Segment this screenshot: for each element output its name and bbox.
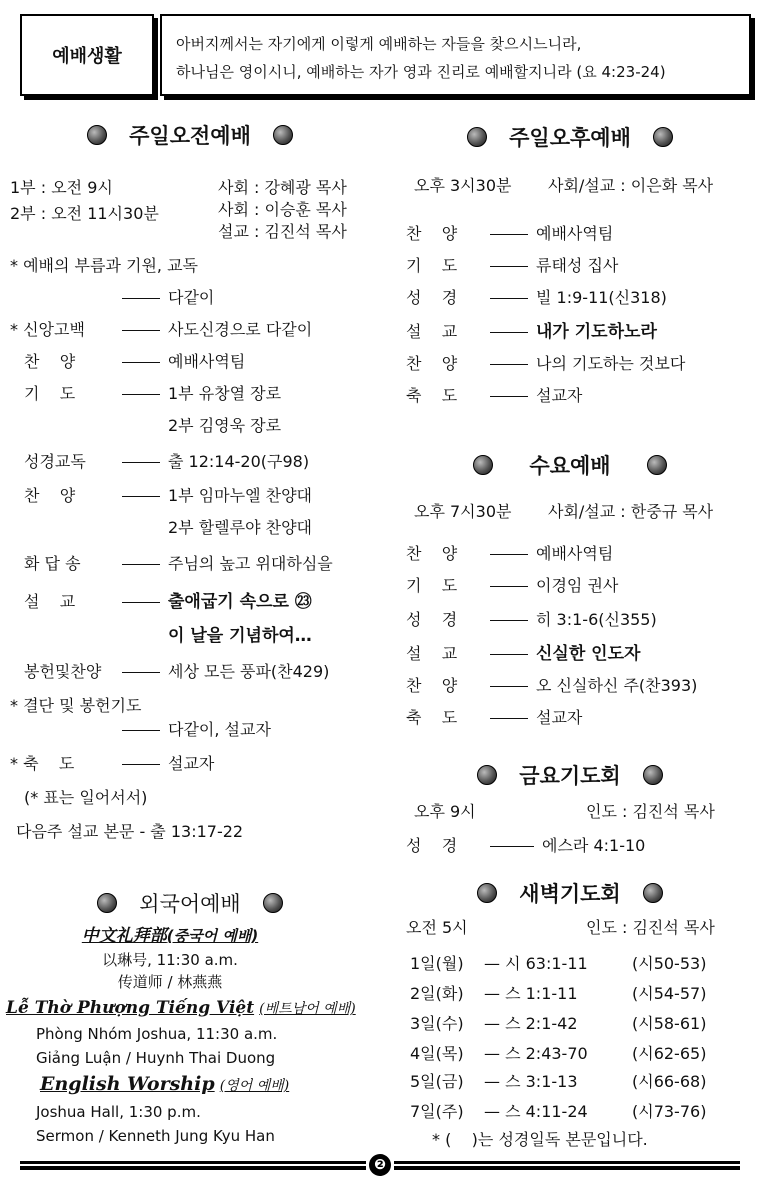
- dash-line: [122, 462, 160, 463]
- bullet-circle-icon: [477, 883, 497, 903]
- order-item: * 신앙고백 사도신경으로 다같이: [10, 320, 313, 339]
- sunday-am-title: [0, 120, 380, 150]
- section-label: 예배생활: [20, 14, 154, 96]
- dash-line: [490, 364, 528, 365]
- english-line-2: Sermon / Kenneth Jung Kyu Han: [36, 1127, 275, 1145]
- reading-row: 1일(월) — 시 63:1-11 (시50-53): [410, 954, 707, 973]
- order-item: 찬 양 1부 임마누엘 찬양대: [24, 486, 312, 505]
- preacher: 설교 : 김진석 목사: [218, 222, 347, 241]
- bullet-circle-icon: [643, 883, 663, 903]
- wed-time: 오후 7시30분: [414, 502, 512, 521]
- foreign-title: [0, 888, 380, 918]
- wednesday-title: [380, 450, 760, 480]
- bullet-circle-icon: [643, 765, 663, 785]
- header-verse: [160, 14, 751, 96]
- order-item: 기 도 이경임 권사: [406, 576, 619, 595]
- dash-line: [490, 396, 528, 397]
- order-item: * 축 도 설교자: [10, 754, 215, 773]
- bullet-circle-icon: [647, 455, 667, 475]
- dash-line: [490, 846, 534, 847]
- dash-line: [490, 620, 528, 621]
- service-time-1: 1부 : 오전 9시: [10, 178, 113, 197]
- sermon-title: 이 날을 기념하여…: [168, 626, 312, 646]
- order-item: 찬 양 나의 기도하는 것보다: [406, 354, 686, 373]
- dash-line: [122, 730, 160, 731]
- order-item: 2부 김영욱 장로: [168, 416, 282, 435]
- order-item: 찬 양 예배사역팀: [406, 224, 614, 243]
- vietnamese-heading: Lễ Thờ Phượng Tiếng Việt (베트남어 예배): [6, 998, 356, 1018]
- order-item: 다같이, 설교자: [114, 718, 271, 742]
- dash-line: [490, 686, 528, 687]
- reading-row: 5일(금) — 스 3:1-13 (시66-68): [410, 1072, 707, 1091]
- friday-title: [380, 760, 760, 790]
- reading-note: * ( )는 성경일독 본문입니다.: [432, 1130, 648, 1149]
- order-item: 설 교 내가 기도하노라: [406, 322, 657, 342]
- bullet-circle-icon: [473, 455, 493, 475]
- footer-rule-right: [394, 1161, 740, 1170]
- chinese-line-1: 以琳号, 11:30 a.m.: [102, 951, 238, 969]
- vietnamese-line-2: Giảng Luận / Huynh Thai Duong: [36, 1049, 276, 1067]
- dawn-leader: 인도 : 김진석 목사: [586, 918, 715, 937]
- leader-1: 사회 : 강혜광 목사: [218, 178, 347, 197]
- reading-row: 7일(주) — 스 4:11-24 (시73-76): [410, 1102, 707, 1121]
- bullet-circle-icon: [97, 893, 117, 913]
- chinese-line-2: 传道师 / 林燕燕: [117, 973, 223, 991]
- order-item: 2부 할렐루야 찬양대: [168, 518, 312, 537]
- fri-time: 오후 9시: [414, 802, 476, 821]
- order-item: 축 도 설교자: [406, 386, 583, 405]
- dash-line: [490, 586, 528, 587]
- dash-line: [490, 266, 528, 267]
- pm-leader: 사회/설교 : 이은화 목사: [548, 176, 714, 195]
- dash-line: [122, 330, 160, 331]
- order-item: 성 경 빌 1:9-11(신318): [406, 288, 667, 307]
- bullet-circle-icon: [263, 893, 283, 913]
- order-item: 화 답 송 주님의 높고 위대하심을: [24, 554, 333, 573]
- order-item: 다같이: [114, 286, 214, 310]
- order-item: 봉헌및찬양 세상 모든 풍파(찬429): [24, 662, 330, 681]
- dash-line: [122, 298, 160, 299]
- chinese-heading: 中文礼拜部(중국어 예배): [81, 926, 259, 946]
- section-heading: 외국어예배: [139, 892, 241, 916]
- dawn-title: [380, 878, 760, 908]
- dash-line: [122, 496, 160, 497]
- bullet-circle-icon: [467, 127, 487, 147]
- wed-leader: 사회/설교 : 한중규 목사: [548, 502, 714, 521]
- sunday-pm-title: [380, 122, 760, 152]
- order-item: 성 경 에스라 4:1-10: [406, 836, 646, 855]
- section-heading: 주일오후예배: [509, 126, 631, 150]
- dash-line: [122, 672, 160, 673]
- dash-line: [490, 718, 528, 719]
- dash-line: [122, 394, 160, 395]
- order-item: 설 교 신실한 인도자: [406, 644, 641, 664]
- section-heading: 주일오전예배: [129, 124, 251, 148]
- reading-row: 3일(수) — 스 2:1-42 (시58-61): [410, 1014, 707, 1033]
- dash-line: [490, 554, 528, 555]
- section-heading: 수요예배: [529, 454, 611, 478]
- bullet-circle-icon: [477, 765, 497, 785]
- english-line-1: Joshua Hall, 1:30 p.m.: [36, 1103, 201, 1121]
- pm-time: 오후 3시30분: [414, 176, 512, 195]
- dash-line: [490, 332, 528, 333]
- section-heading: 금요기도회: [519, 764, 621, 788]
- bullet-circle-icon: [273, 125, 293, 145]
- verse-line-1: 아버지께서는 자기에게 이렇게 예배하는 자들을 찾으시느니라,: [176, 35, 582, 53]
- english-heading: English Worship (영어 예배): [40, 1073, 290, 1095]
- dash-line: [490, 234, 528, 235]
- section-heading: 새벽기도회: [519, 882, 621, 906]
- order-item: * 예배의 부름과 기원, 교독: [10, 256, 198, 275]
- bullet-circle-icon: [87, 125, 107, 145]
- dash-line: [122, 602, 160, 603]
- order-item: 설 교 출애굽기 속으로 ㉓: [24, 592, 312, 612]
- order-item: 찬 양 오 신실하신 주(찬393): [406, 676, 698, 695]
- reading-row: 4일(목) — 스 2:43-70 (시62-65): [410, 1044, 707, 1063]
- dash-line: [122, 764, 160, 765]
- vietnamese-line-1: Phòng Nhóm Joshua, 11:30 a.m.: [36, 1025, 278, 1043]
- dash-line: [490, 654, 528, 655]
- service-time-2: 2부 : 오전 11시30분: [10, 204, 159, 223]
- order-item: 기 도 류태성 집사: [406, 256, 619, 275]
- order-item: 축 도 설교자: [406, 708, 583, 727]
- page-number: ❷: [369, 1154, 391, 1176]
- reading-row: 2일(화) — 스 1:1-11 (시54-57): [410, 984, 707, 1003]
- dawn-time: 오전 5시: [406, 918, 468, 937]
- order-item: 성 경 히 3:1-6(신355): [406, 610, 657, 629]
- verse-line-2: 하나님은 영이시니, 예배하는 자가 영과 진리로 예배할지니라 (요 4:23-24): [176, 63, 666, 81]
- footer-rule-left: [20, 1161, 366, 1170]
- dash-line: [490, 298, 528, 299]
- dash-line: [122, 564, 160, 565]
- leader-2: 사회 : 이승훈 목사: [218, 200, 347, 219]
- fri-leader: 인도 : 김진석 목사: [586, 802, 715, 821]
- bullet-circle-icon: [653, 127, 673, 147]
- order-item: 찬 양 예배사역팀: [24, 352, 246, 371]
- order-item: 찬 양 예배사역팀: [406, 544, 614, 563]
- dash-line: [122, 362, 160, 363]
- order-item: 성경교독 출 12:14-20(구98): [24, 452, 310, 471]
- next-sermon: 다음주 설교 본문 - 출 13:17-22: [16, 822, 244, 841]
- standing-note: (* 표는 일어서서): [24, 788, 148, 807]
- order-item: 기 도 1부 유창열 장로: [24, 384, 282, 403]
- order-item: * 결단 및 봉헌기도: [10, 696, 142, 715]
